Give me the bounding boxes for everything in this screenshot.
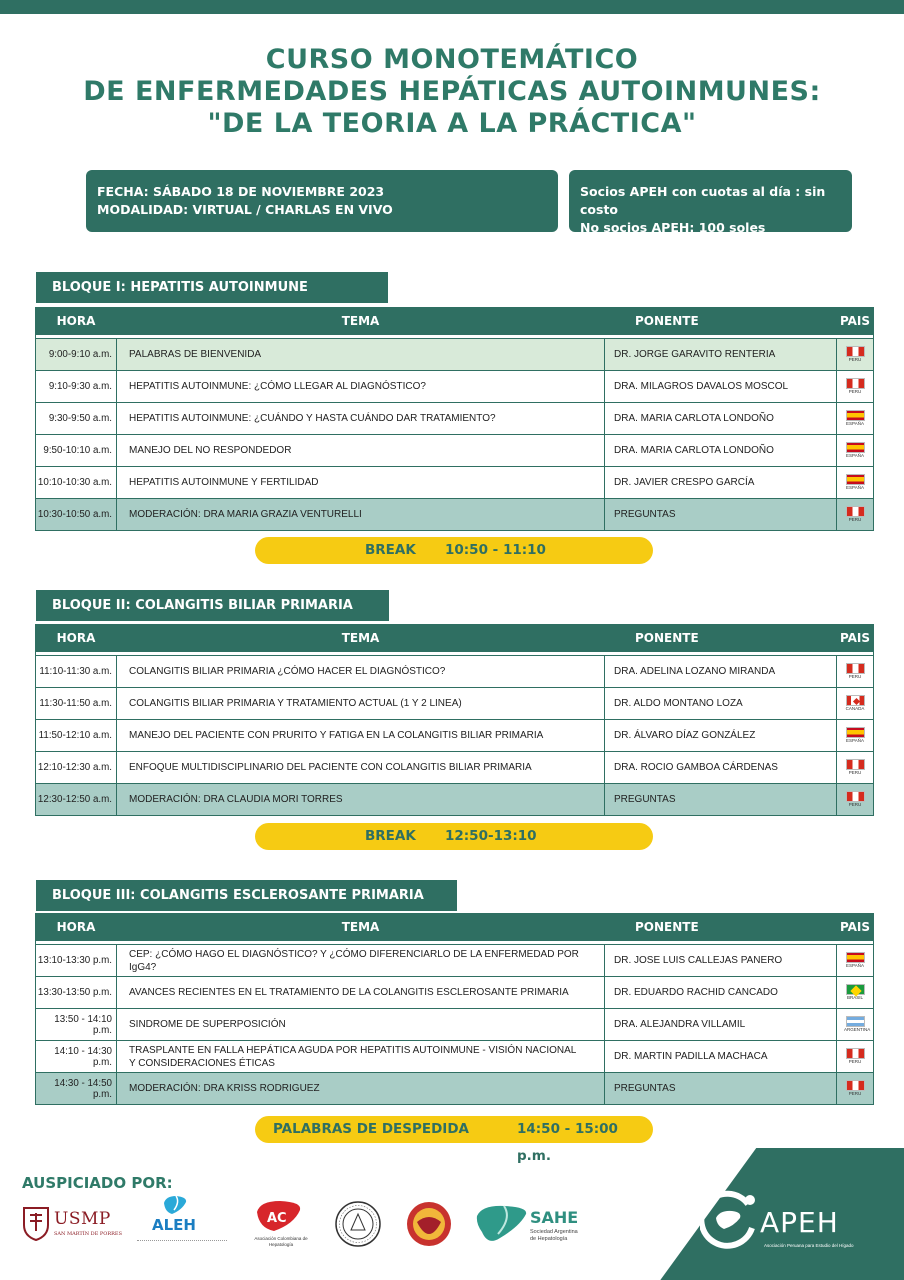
pais-cell <box>837 371 874 403</box>
modalidad-text: MODALIDAD: VIRTUAL / CHARLAS EN VIVO <box>97 202 393 217</box>
flag-image <box>846 695 865 706</box>
hora-cell: 11:30-11:50 a.m. <box>36 688 117 720</box>
flag-icon <box>844 695 866 712</box>
country-name: ESPAÑA <box>846 453 864 458</box>
pais-cell <box>837 1041 874 1073</box>
break-banner-2 <box>255 823 653 850</box>
aleh-tagline <box>137 1240 227 1244</box>
break-banner-1 <box>255 537 653 564</box>
country-name: ESPAÑA <box>846 963 864 968</box>
tema-text: COLANGITIS BILIAR PRIMARIA ¿CÓMO HACER EL DIAGNÓSTICO? <box>129 666 446 677</box>
tema-cell <box>117 1041 605 1073</box>
country-name: PERU <box>848 1059 862 1064</box>
tema-cell <box>117 1009 605 1041</box>
block-rows <box>36 335 874 531</box>
hora-cell: 10:10-10:30 a.m. <box>36 467 117 499</box>
ponente-cell: DRA. MARIA CARLOTA LONDOÑO <box>605 435 837 467</box>
header-row <box>36 914 874 941</box>
flag-icon <box>844 506 866 523</box>
sahe-text: SAHE <box>530 1208 579 1227</box>
ponente-cell: DR. JOSE LUIS CALLEJAS PANERO <box>605 945 837 977</box>
country-name: PERU <box>848 674 862 679</box>
table-row <box>36 1009 874 1041</box>
ponente-cell: DR. ÁLVARO DÍAZ GONZÁLEZ <box>605 720 837 752</box>
tema-cell <box>117 720 605 752</box>
country-name: PERU <box>848 389 862 394</box>
tema-cell <box>117 688 605 720</box>
hora-cell: 13:10-13:30 p.m. <box>36 945 117 977</box>
ponente-cell: DR. ALDO MONTANO LOZA <box>605 688 837 720</box>
flag-icon <box>844 474 866 491</box>
table-row <box>36 339 874 371</box>
pais-cell <box>837 656 874 688</box>
flag-icon <box>844 952 866 969</box>
flag-image <box>846 410 865 421</box>
tema-cell <box>117 1073 605 1105</box>
hora-cell: 9:50-10:10 a.m. <box>36 435 117 467</box>
table-row <box>36 371 874 403</box>
flag-icon <box>844 727 866 744</box>
country-name: CANADA <box>845 706 865 711</box>
pais-cell <box>837 720 874 752</box>
page-title <box>0 44 904 140</box>
col-ponente: PONENTE <box>605 308 837 335</box>
pais-cell <box>837 688 874 720</box>
header-row <box>36 308 874 335</box>
ponente-cell: PREGUNTAS <box>605 1073 837 1105</box>
pais-cell <box>837 784 874 816</box>
block-rows <box>36 941 874 1105</box>
ponente-cell: DRA. ADELINA LOZANO MIRANDA <box>605 656 837 688</box>
usmp-logo <box>22 1205 122 1245</box>
tema-text: TRASPLANTE EN FALLA HEPÁTICA AGUDA POR HEPATITIS AUTOINMUNE - VISIÓN NACIONAL <box>129 1044 577 1056</box>
country-name: PERU <box>848 517 862 522</box>
ponente-cell: DR. EDUARDO RACHID CANCADO <box>605 977 837 1009</box>
col-pais: PAIS <box>837 914 874 941</box>
sahe-logo <box>474 1202 592 1250</box>
tema-text: MODERACIÓN: DRA CLAUDIA MORI TORRES <box>129 794 343 805</box>
pais-cell <box>837 1009 874 1041</box>
top-bar <box>0 0 904 14</box>
tema-text: SINDROME DE SUPERPOSICIÓN <box>129 1019 286 1030</box>
country-name: PERU <box>848 357 862 362</box>
flag-image <box>846 474 865 485</box>
tema-cell <box>117 339 605 371</box>
sahe-subtext-line-2: de Hepatología <box>530 1236 568 1242</box>
flag-image <box>846 663 865 674</box>
hora-cell: 14:30 - 14:50 p.m. <box>36 1073 117 1105</box>
pricing-box <box>569 170 852 235</box>
ponente-cell: DRA. MARIA CARLOTA LONDOÑO <box>605 403 837 435</box>
pais-cell <box>837 1073 874 1105</box>
col-pais: PAIS <box>837 625 874 652</box>
flag-icon <box>844 791 866 808</box>
table-row <box>36 1041 874 1073</box>
schedule-table-block-1 <box>35 307 874 531</box>
tema-cell <box>117 977 605 1009</box>
block-3-header: BLOQUE III: COLANGITIS ESCLEROSANTE PRIMARIA <box>36 880 457 911</box>
socios-price: Socios APEH con cuotas al día : sin costo <box>580 184 826 217</box>
col-hora: HORA <box>36 308 117 335</box>
svg-text:AC: AC <box>267 1211 287 1226</box>
tema-text: AVANCES RECIENTES EN EL TRATAMIENTO DE LA COLANGITIS ESCLEROSANTE PRIMARIA <box>129 987 569 998</box>
acoh-liver-icon <box>254 1198 304 1234</box>
fecha-text: FECHA: SÁBADO 18 DE NOVIEMBRE 2023 <box>97 184 385 199</box>
hora-cell: 14:10 - 14:30 p.m. <box>36 1041 117 1073</box>
pais-cell <box>837 339 874 371</box>
table-row <box>36 656 874 688</box>
aleh-liver-icon <box>162 1194 188 1216</box>
usmp-shield-icon <box>22 1205 50 1241</box>
title-line-2: DE ENFERMEDADES HEPÁTICAS AUTOINMUNES: <box>83 76 821 107</box>
tema-cell <box>117 945 605 977</box>
acoh-text: Asociación Colombiana de Hepatología <box>254 1236 308 1247</box>
tema-text: CEP: ¿CÓMO HAGO EL DIAGNÓSTICO? Y ¿CÓMO DIFERENCIARLO DE LA ENFERMEDAD POR IgG4? <box>129 948 579 973</box>
tema-cell <box>117 371 605 403</box>
no-socios-price: No socios APEH: 100 soles <box>580 220 766 235</box>
country-name: BRASIL <box>846 995 863 1000</box>
ponente-cell: DR. JORGE GARAVITO RENTERIA <box>605 339 837 371</box>
tema-line-2: Y CONSIDERACIONES ÉTICAS <box>129 1057 275 1069</box>
flag-icon <box>844 1016 871 1033</box>
tema-cell <box>117 435 605 467</box>
ponente-cell: DR. JAVIER CRESPO GARCÍA <box>605 467 837 499</box>
tema-text: MANEJO DEL PACIENTE CON PRURITO Y FATIGA EN LA COLANGITIS BILIAR PRIMARIA <box>129 730 544 741</box>
pais-cell <box>837 977 874 1009</box>
table-row <box>36 499 874 531</box>
schedule-table-block-2 <box>35 624 874 816</box>
flag-icon <box>844 410 866 427</box>
ponente-cell: DRA. ALEJANDRA VILLAMIL <box>605 1009 837 1041</box>
block-1-header: BLOQUE I: HEPATITIS AUTOINMUNE <box>36 272 388 303</box>
tema-text: MANEJO DEL NO RESPONDEDOR <box>129 445 292 456</box>
apeh-emblem-icon <box>700 1190 760 1250</box>
flag-icon <box>844 663 866 680</box>
break-time: 10:50 - 11:10 <box>445 542 546 558</box>
tema-cell <box>117 403 605 435</box>
ponente-cell: DRA. MILAGROS DAVALOS MOSCOL <box>605 371 837 403</box>
col-hora: HORA <box>36 914 117 941</box>
pais-cell <box>837 403 874 435</box>
flag-image <box>846 791 865 802</box>
pais-cell <box>837 945 874 977</box>
col-tema: TEMA <box>117 308 605 335</box>
flag-icon <box>844 346 866 363</box>
flag-image <box>846 1016 865 1027</box>
break-time: 12:50-13:10 <box>445 828 537 844</box>
hora-cell: 9:00-9:10 a.m. <box>36 339 117 371</box>
tema-cell <box>117 499 605 531</box>
break-label: BREAK <box>365 828 416 844</box>
table-row <box>36 945 874 977</box>
flag-image <box>846 506 865 517</box>
acoh-logo <box>248 1198 314 1250</box>
hora-cell: 13:50 - 14:10 p.m. <box>36 1009 117 1041</box>
hora-cell: 13:30-13:50 p.m. <box>36 977 117 1009</box>
table-row <box>36 977 874 1009</box>
flag-image <box>846 346 865 357</box>
tema-text: ENFOQUE MULTIDISCIPLINARIO DEL PACIENTE CON COLANGITIS BILIAR PRIMARIA <box>129 762 532 773</box>
tema-cell <box>117 467 605 499</box>
col-ponente: PONENTE <box>605 625 837 652</box>
closing-banner <box>255 1116 653 1164</box>
col-ponente: PONENTE <box>605 914 837 941</box>
ponente-cell: PREGUNTAS <box>605 784 837 816</box>
country-name: ESPAÑA <box>846 421 864 426</box>
closing-time: 14:50 - 15:00 p.m. <box>517 1121 618 1164</box>
usmp-subtext: SAN MARTÍN DE PORRES <box>54 1231 122 1237</box>
usmp-text: USMP <box>54 1209 111 1229</box>
col-tema: TEMA <box>117 625 605 652</box>
sahe-subtext-line-1: Sociedad Argentina <box>530 1229 578 1235</box>
flag-image <box>846 1048 865 1059</box>
table-row <box>36 752 874 784</box>
hora-cell: 9:30-9:50 a.m. <box>36 403 117 435</box>
flag-image <box>846 442 865 453</box>
event-info-box <box>86 170 558 232</box>
col-tema: TEMA <box>117 914 605 941</box>
sahe-subtext <box>530 1229 578 1243</box>
ponente-cell: PREGUNTAS <box>605 499 837 531</box>
hora-cell: 12:30-12:50 a.m. <box>36 784 117 816</box>
flag-icon <box>844 442 866 459</box>
table-row <box>36 467 874 499</box>
table-row <box>36 688 874 720</box>
flag-image <box>846 984 865 995</box>
schedule-table-block-3 <box>35 913 874 1105</box>
flag-icon <box>844 759 866 776</box>
tema-text: HEPATITIS AUTOINMUNE: ¿CÓMO LLEGAR AL DIAGNÓSTICO? <box>129 381 426 392</box>
ponente-cell: DRA. ROCIO GAMBOA CÁRDENAS <box>605 752 837 784</box>
col-pais: PAIS <box>837 308 874 335</box>
flag-image <box>846 759 865 770</box>
sponsors-heading: AUSPICIADO POR: <box>22 1174 173 1192</box>
tema-text: COLANGITIS BILIAR PRIMARIA Y TRATAMIENTO ACTUAL (1 Y 2 LINEA) <box>129 698 462 709</box>
closing-label: PALABRAS DE DESPEDIDA <box>273 1121 469 1137</box>
flag-image <box>846 952 865 963</box>
flag-icon <box>844 984 866 1001</box>
tema-cell <box>117 784 605 816</box>
flag-icon <box>844 378 866 395</box>
apeh-subtext: Asociación Peruana para Estudio del Hígado <box>764 1243 854 1248</box>
tema-text: HEPATITIS AUTOINMUNE Y FERTILIDAD <box>129 477 319 488</box>
table-row <box>36 784 874 816</box>
hora-cell: 9:10-9:30 a.m. <box>36 371 117 403</box>
block-2-header: BLOQUE II: COLANGITIS BILIAR PRIMARIA <box>36 590 389 621</box>
title-line-3: "DE LA TEORIA A LA PRÁCTICA" <box>207 108 697 139</box>
pais-cell <box>837 752 874 784</box>
tema-cell <box>117 752 605 784</box>
tema-text: MODERACIÓN: DRA KRISS RODRIGUEZ <box>129 1083 320 1094</box>
table-row <box>36 720 874 752</box>
tema-text: HEPATITIS AUTOINMUNE: ¿CUÁNDO Y HASTA CUÁNDO DAR TRATAMIENTO? <box>129 413 496 424</box>
flag-image <box>846 378 865 389</box>
hora-cell: 10:30-10:50 a.m. <box>36 499 117 531</box>
country-name: ESPAÑA <box>846 485 864 490</box>
flag-image <box>846 1080 865 1091</box>
sahe-liver-icon <box>474 1202 530 1248</box>
apeh-logo <box>700 1190 900 1260</box>
country-name: PERU <box>848 1091 862 1096</box>
country-name: PERU <box>848 770 862 775</box>
tema-text: MODERACIÓN: DRA MARIA GRAZIA VENTURELLI <box>129 509 362 520</box>
break-label: BREAK <box>365 542 416 558</box>
title-line-1: CURSO MONOTEMÁTICO <box>265 44 639 75</box>
tema-text: PALABRAS DE BIENVENIDA <box>129 349 262 360</box>
ponente-cell: DR. MARTIN PADILLA MACHACA <box>605 1041 837 1073</box>
apeh-text: APEH <box>760 1206 839 1239</box>
block-rows <box>36 652 874 816</box>
society-badge-icon <box>405 1200 453 1248</box>
hora-cell: 12:10-12:30 a.m. <box>36 752 117 784</box>
tema-cell <box>117 656 605 688</box>
flag-image <box>846 727 865 738</box>
table-row <box>36 1073 874 1105</box>
country-name: ESPAÑA <box>846 738 864 743</box>
university-seal-icon <box>334 1200 382 1248</box>
col-hora: HORA <box>36 625 117 652</box>
aleh-logo <box>137 1194 227 1250</box>
hora-cell: 11:10-11:30 a.m. <box>36 656 117 688</box>
table-row <box>36 403 874 435</box>
hora-cell: 11:50-12:10 a.m. <box>36 720 117 752</box>
pais-cell <box>837 499 874 531</box>
aleh-text: ALEH <box>152 1216 196 1234</box>
table-row <box>36 435 874 467</box>
country-name: ARGENTINA <box>844 1027 871 1032</box>
country-name: PERU <box>848 802 862 807</box>
flag-icon <box>844 1080 866 1097</box>
pais-cell <box>837 435 874 467</box>
pais-cell <box>837 467 874 499</box>
flag-icon <box>844 1048 866 1065</box>
header-row <box>36 625 874 652</box>
